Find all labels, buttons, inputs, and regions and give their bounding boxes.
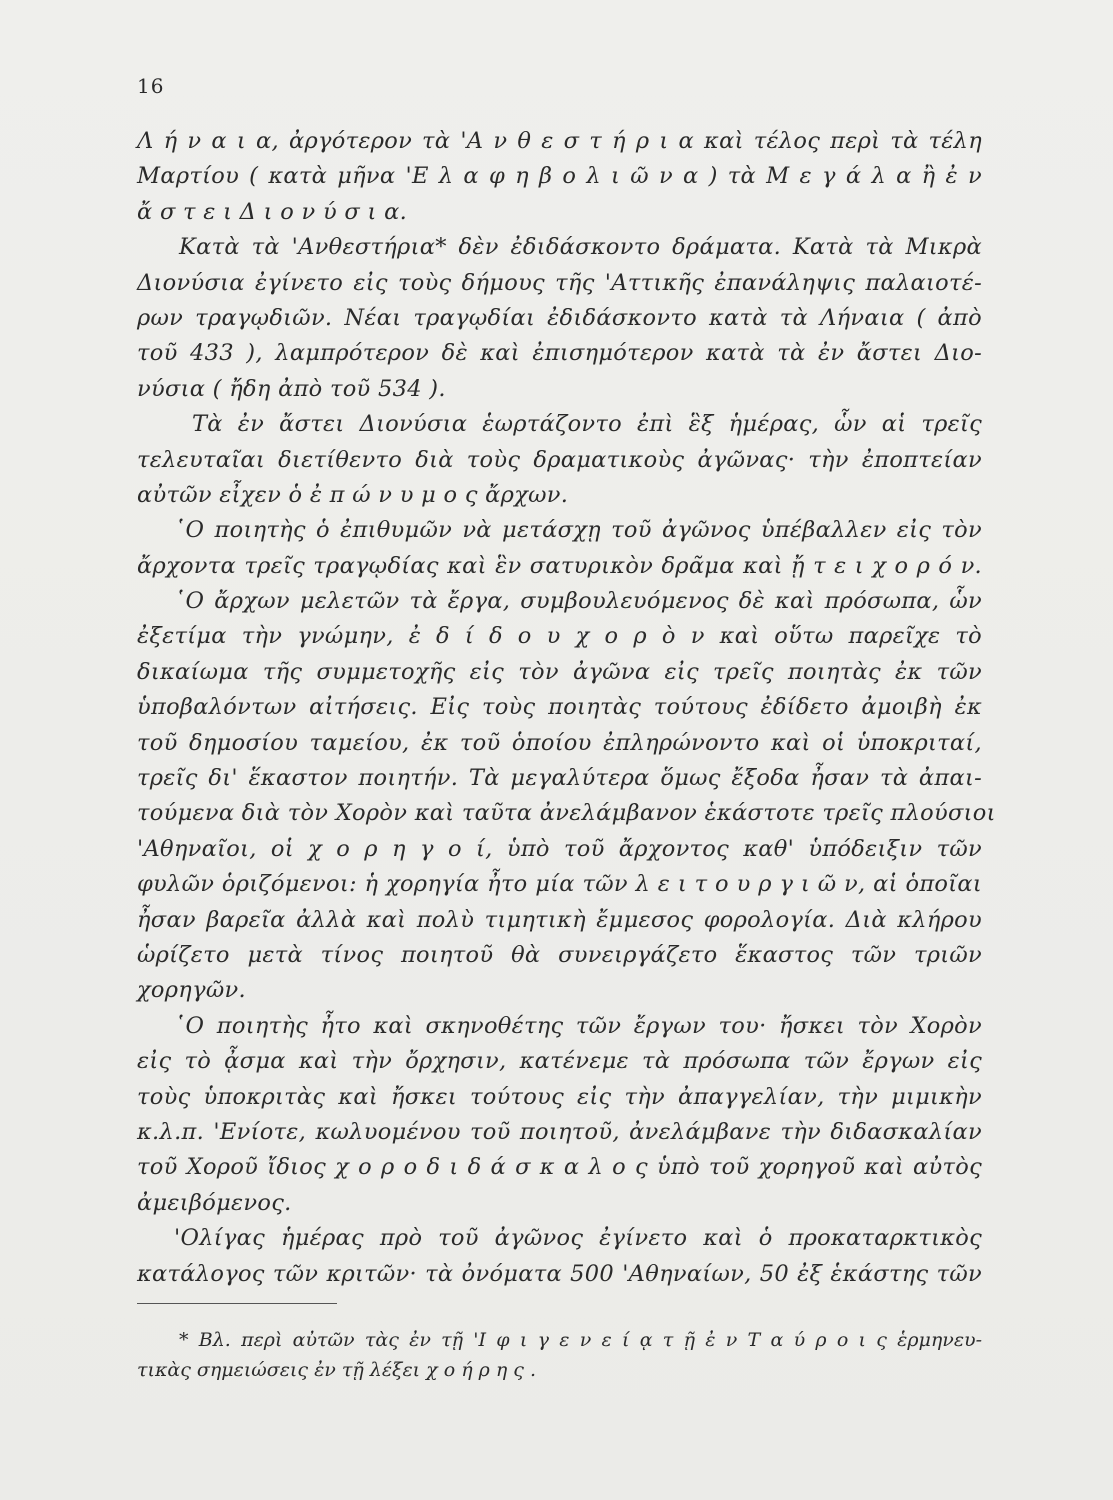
text-line: 'Ολίγας ἡμέρας πρὸ τοῦ ἀγῶνος ἐγίνετο καὶ ὁ προκαταρκτικὸς [174, 1225, 982, 1252]
footnote-line: τικὰς σημειώσεις ἐν τῇ λέξει χ ο ή ρ η ς . [137, 1359, 536, 1381]
text-line: Διονύσια ἐγίνετο εἰς τοὺς δήμους τῆς 'Αττικῆς ἐπανάληψις παλαιοτέ- [137, 269, 982, 296]
text-line: χορηγῶν. [137, 977, 246, 1004]
text-line: ἄ σ τ ε ι Δ ι ο ν ύ σ ι α. [137, 198, 408, 225]
text-line: τοῦ 433 ), λαμπρότερον δὲ καὶ ἐπισημότερον κατὰ τὰ ἐν ἄστει Διο- [137, 340, 982, 367]
text-line: ῾Ο ἄρχων μελετῶν τὰ ἔργα, συμβουλευόμενος δὲ καὶ πρόσωπα, ὧν [174, 588, 982, 615]
text-line: ἐξετίμα τὴν γνώμην, ἐ δ ί δ ο υ χ ο ρ ὸ ν καὶ οὕτω παρεῖχε τὸ [137, 623, 982, 650]
page-number: 16 [137, 74, 165, 98]
text-line: Κατὰ τὰ 'Ανθεστήρια* δὲν ἐδιδάσκοντο δράματα. Κατὰ τὰ Μικρὰ [179, 234, 982, 261]
text-line: κατάλογος τῶν κριτῶν· τὰ ὀνόματα 500 'Αθηναίων, 50 ἐξ ἑκάστης τῶν [137, 1260, 982, 1287]
main-text [137, 124, 996, 1292]
text-line: ὡρίζετο μετὰ τίνος ποιητοῦ θὰ συνειργάζετο ἕκαστος τῶν τριῶν [137, 941, 982, 968]
footnote-line: * Βλ. περὶ αὐτῶν τὰς ἐν τῇ 'Ι φ ι γ ε ν ε ί ᾳ τ ῇ ἐ ν Τ α ύ ρ ο ι ς ἑρμηνευ- [179, 1329, 982, 1351]
text-line: ὑποβαλόντων αἰτήσεις. Εἰς τοὺς ποιητὰς τούτους ἐδίδετο ἀμοιβὴ ἐκ [137, 694, 982, 721]
text-line: τρεῖς δι' ἕκαστον ποιητήν. Τὰ μεγαλύτερα ὅμως ἔξοδα ἦσαν τὰ ἀπαι- [137, 765, 982, 792]
text-line: Τὰ ἐν ἄστει Διονύσια ἑωρτάζοντο ἐπὶ ἓξ ἡμέρας, ὧν αἱ τρεῖς [192, 411, 982, 438]
text-line: τοῦ Χοροῦ ἴδιος χ ο ρ ο δ ι δ ά σ κ α λ ο ς ὑπὸ τοῦ χορηγοῦ καὶ αὐτὸς [137, 1154, 982, 1181]
text-line: τοὺς ὑποκριτὰς καὶ ἤσκει τούτους εἰς τὴν ἀπαγγελίαν, τὴν μιμικὴν [137, 1083, 982, 1110]
text-line: 'Αθηναῖοι, οἱ χ ο ρ η γ ο ί, ὑπὸ τοῦ ἄρχοντος καθ' ὑπόδειξιν τῶν [137, 835, 982, 862]
text-line: φυλῶν ὁριζόμενοι: ἡ χορηγία ἦτο μία τῶν λ ε ι τ ο υ ρ γ ι ῶ ν, αἱ ὁποῖαι [137, 871, 982, 898]
footnote-divider [137, 1303, 337, 1304]
text-line: ρων τραγῳδιῶν. Νέαι τραγῳδίαι ἐδιδάσκοντο κατὰ τὰ Λήναια ( ἀπὸ [137, 304, 982, 331]
text-line: ἄρχοντα τρεῖς τραγῳδίας καὶ ἓν σατυρικὸν δρᾶμα καὶ ᾔ τ ε ι χ ο ρ ό ν. [137, 552, 982, 579]
text-line: ἀμειβόμενος. [137, 1189, 292, 1216]
text-line: τοῦ δημοσίου ταμείου, ἐκ τοῦ ὁποίου ἐπληρώνοντο καὶ οἱ ὑποκριταί, [137, 729, 982, 756]
text-line: δικαίωμα τῆς συμμετοχῆς εἰς τὸν ἀγῶνα εἰς τρεῖς ποιητὰς ἐκ τῶν [137, 658, 982, 685]
text-line: νύσια ( ἤδη ἀπὸ τοῦ 534 ). [137, 375, 446, 402]
text-line: Λ ή ν α ι α, ἀργότερον τὰ 'Α ν θ ε σ τ ή ρ ι α καὶ τέλος περὶ τὰ τέλη [137, 128, 982, 154]
text-line: τελευταῖαι διετίθεντο διὰ τοὺς δραματικοὺς ἀγῶνας· τὴν ἐποπτείαν [137, 446, 982, 473]
text-line: κ.λ.π. 'Ενίοτε, κωλυομένου τοῦ ποιητοῦ, ἀνελάμβανε τὴν διδασκαλίαν [137, 1118, 982, 1145]
text-line: Μαρτίου ( κατὰ μῆνα 'Ε λ α φ η β ο λ ι ῶ ν α ) τὰ Μ ε γ ά λ α ἢ ἐ ν [137, 163, 982, 190]
text-line: αὐτῶν εἶχεν ὁ ἐ π ώ ν υ μ ο ς ἄρχων. [137, 481, 569, 508]
text-line: ῾Ο ποιητὴς ὁ ἐπιθυμῶν νὰ μετάσχῃ τοῦ ἀγῶνος ὑπέβαλλεν εἰς τὸν [174, 517, 982, 544]
text-line: ἦσαν βαρεῖα ἀλλὰ καὶ πολὺ τιμητικὴ ἔμμεσος φορολογία. Διὰ κλήρου [137, 906, 982, 933]
footnote [137, 1325, 982, 1385]
text-line: ῾Ο ποιητὴς ἦτο καὶ σκηνοθέτης τῶν ἔργων του· ἤσκει τὸν Χορὸν [174, 1012, 982, 1039]
text-line: εἰς τὸ ᾆσμα καὶ τὴν ὄρχησιν, κατένεμε τὰ πρόσωπα τῶν ἔργων εἰς [137, 1048, 982, 1075]
text-line: τούμενα διὰ τὸν Χορὸν καὶ ταῦτα ἀνελάμβανον ἑκάστοτε τρεῖς πλούσιοι [137, 800, 996, 827]
